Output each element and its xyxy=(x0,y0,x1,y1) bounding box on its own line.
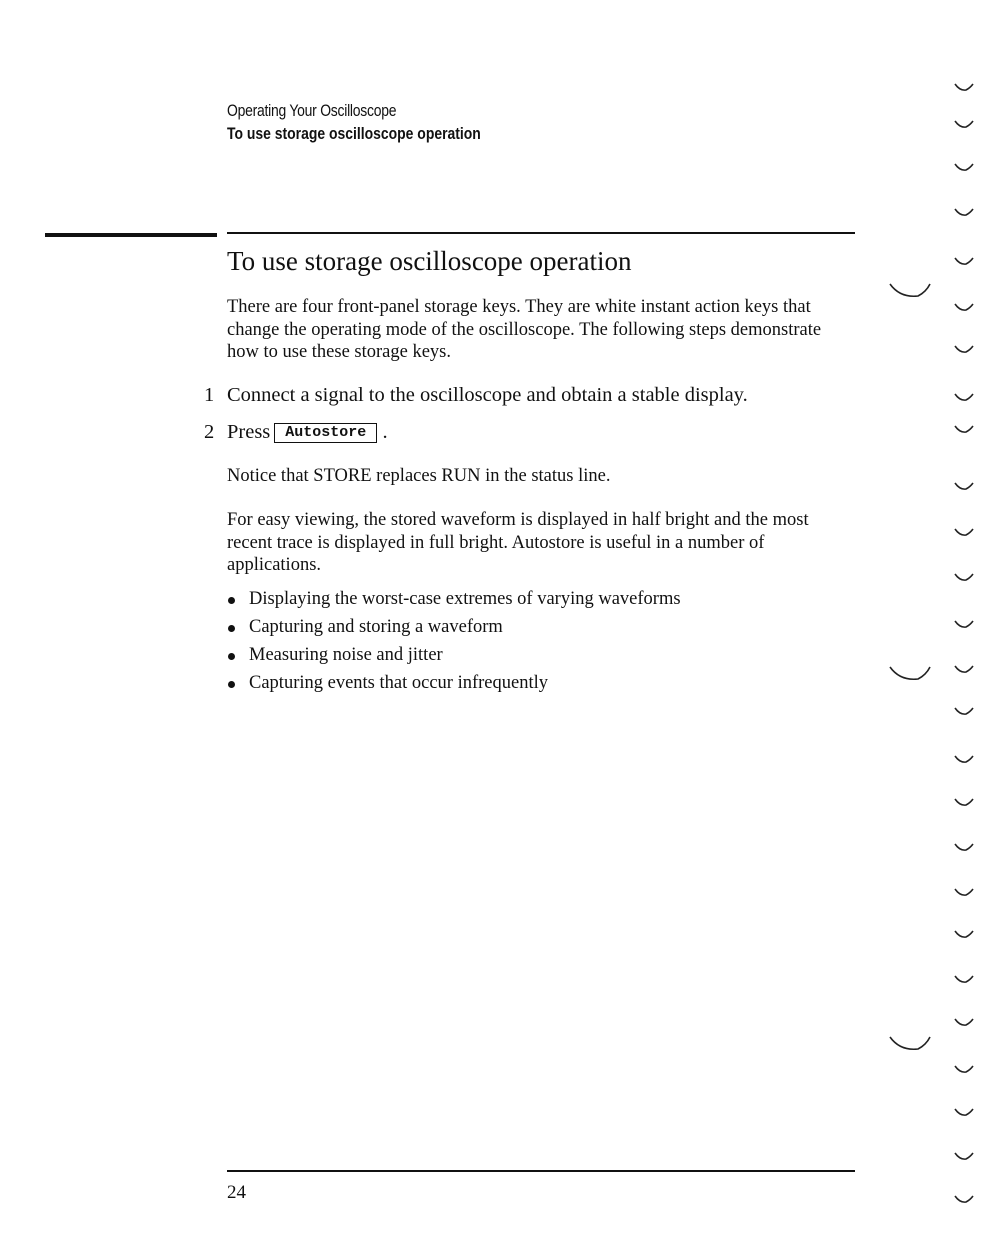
list-item: Displaying the worst-case extremes of varying waveforms xyxy=(227,588,857,616)
binding-mark-icon xyxy=(955,1019,973,1025)
list-item: Measuring noise and jitter xyxy=(227,644,857,672)
binding-mark-icon xyxy=(955,666,973,672)
binding-mark-icon xyxy=(955,1196,973,1202)
binding-mark-icon xyxy=(955,84,973,90)
binding-mark-icon xyxy=(955,164,973,170)
page-title: To use storage oscilloscope operation xyxy=(227,246,632,276)
binding-mark-icon xyxy=(890,1037,930,1049)
step-text: Press xyxy=(227,421,271,443)
binding-mark-icon xyxy=(955,121,973,127)
binding-mark-icon xyxy=(955,1066,973,1072)
list-item: Capturing events that occur infrequently xyxy=(227,672,857,700)
binding-mark-icon xyxy=(955,799,973,805)
binding-mark-icon xyxy=(955,756,973,762)
binding-mark-icon xyxy=(955,426,973,432)
step-number: 1 xyxy=(204,384,215,406)
binding-mark-icon xyxy=(955,844,973,850)
binding-mark-icon xyxy=(955,889,973,895)
list-item: Capturing and storing a waveform xyxy=(227,616,857,644)
binding-mark-icon xyxy=(890,667,930,679)
binding-mark-icon xyxy=(955,1109,973,1115)
autostore-key: Autostore xyxy=(274,423,377,443)
binding-mark-icon xyxy=(955,346,973,352)
binding-mark-icon xyxy=(890,284,930,296)
binding-mark-icon xyxy=(955,574,973,580)
running-header-chapter: Operating Your Oscilloscope xyxy=(227,101,397,120)
binding-mark-icon xyxy=(955,708,973,714)
binding-mark-icon xyxy=(955,258,973,264)
binding-mark-icon xyxy=(955,394,973,400)
binding-mark-icon xyxy=(955,529,973,535)
binding-mark-icon xyxy=(955,931,973,937)
binding-mark-icon xyxy=(955,209,973,215)
page-number: 24 xyxy=(227,1182,246,1203)
binding-mark-icon xyxy=(955,976,973,982)
step-number: 2 xyxy=(204,421,215,443)
binding-mark-icon xyxy=(955,304,973,310)
running-header-section: To use storage oscilloscope operation xyxy=(227,124,481,143)
binding-mark-icon xyxy=(955,483,973,489)
notice-paragraph: Notice that STORE replaces RUN in the status line. xyxy=(227,466,611,486)
step-suffix: . xyxy=(382,421,388,443)
binding-mark-icon xyxy=(955,621,973,627)
easy-viewing-paragraph: For easy viewing, the stored waveform is displayed in half bright and the most recent trace is displayed in full bright. Autostore is useful in a number of applications. xyxy=(227,510,809,575)
step-text: Connect a signal to the oscilloscope and obtain a stable display. xyxy=(227,384,748,406)
binding-mark-icon xyxy=(955,1153,973,1159)
intro-paragraph: There are four front-panel storage keys. They are white instant action keys that change the operating mode of the oscilloscope. The following steps demonstrate how to use these storage keys. xyxy=(227,297,822,362)
